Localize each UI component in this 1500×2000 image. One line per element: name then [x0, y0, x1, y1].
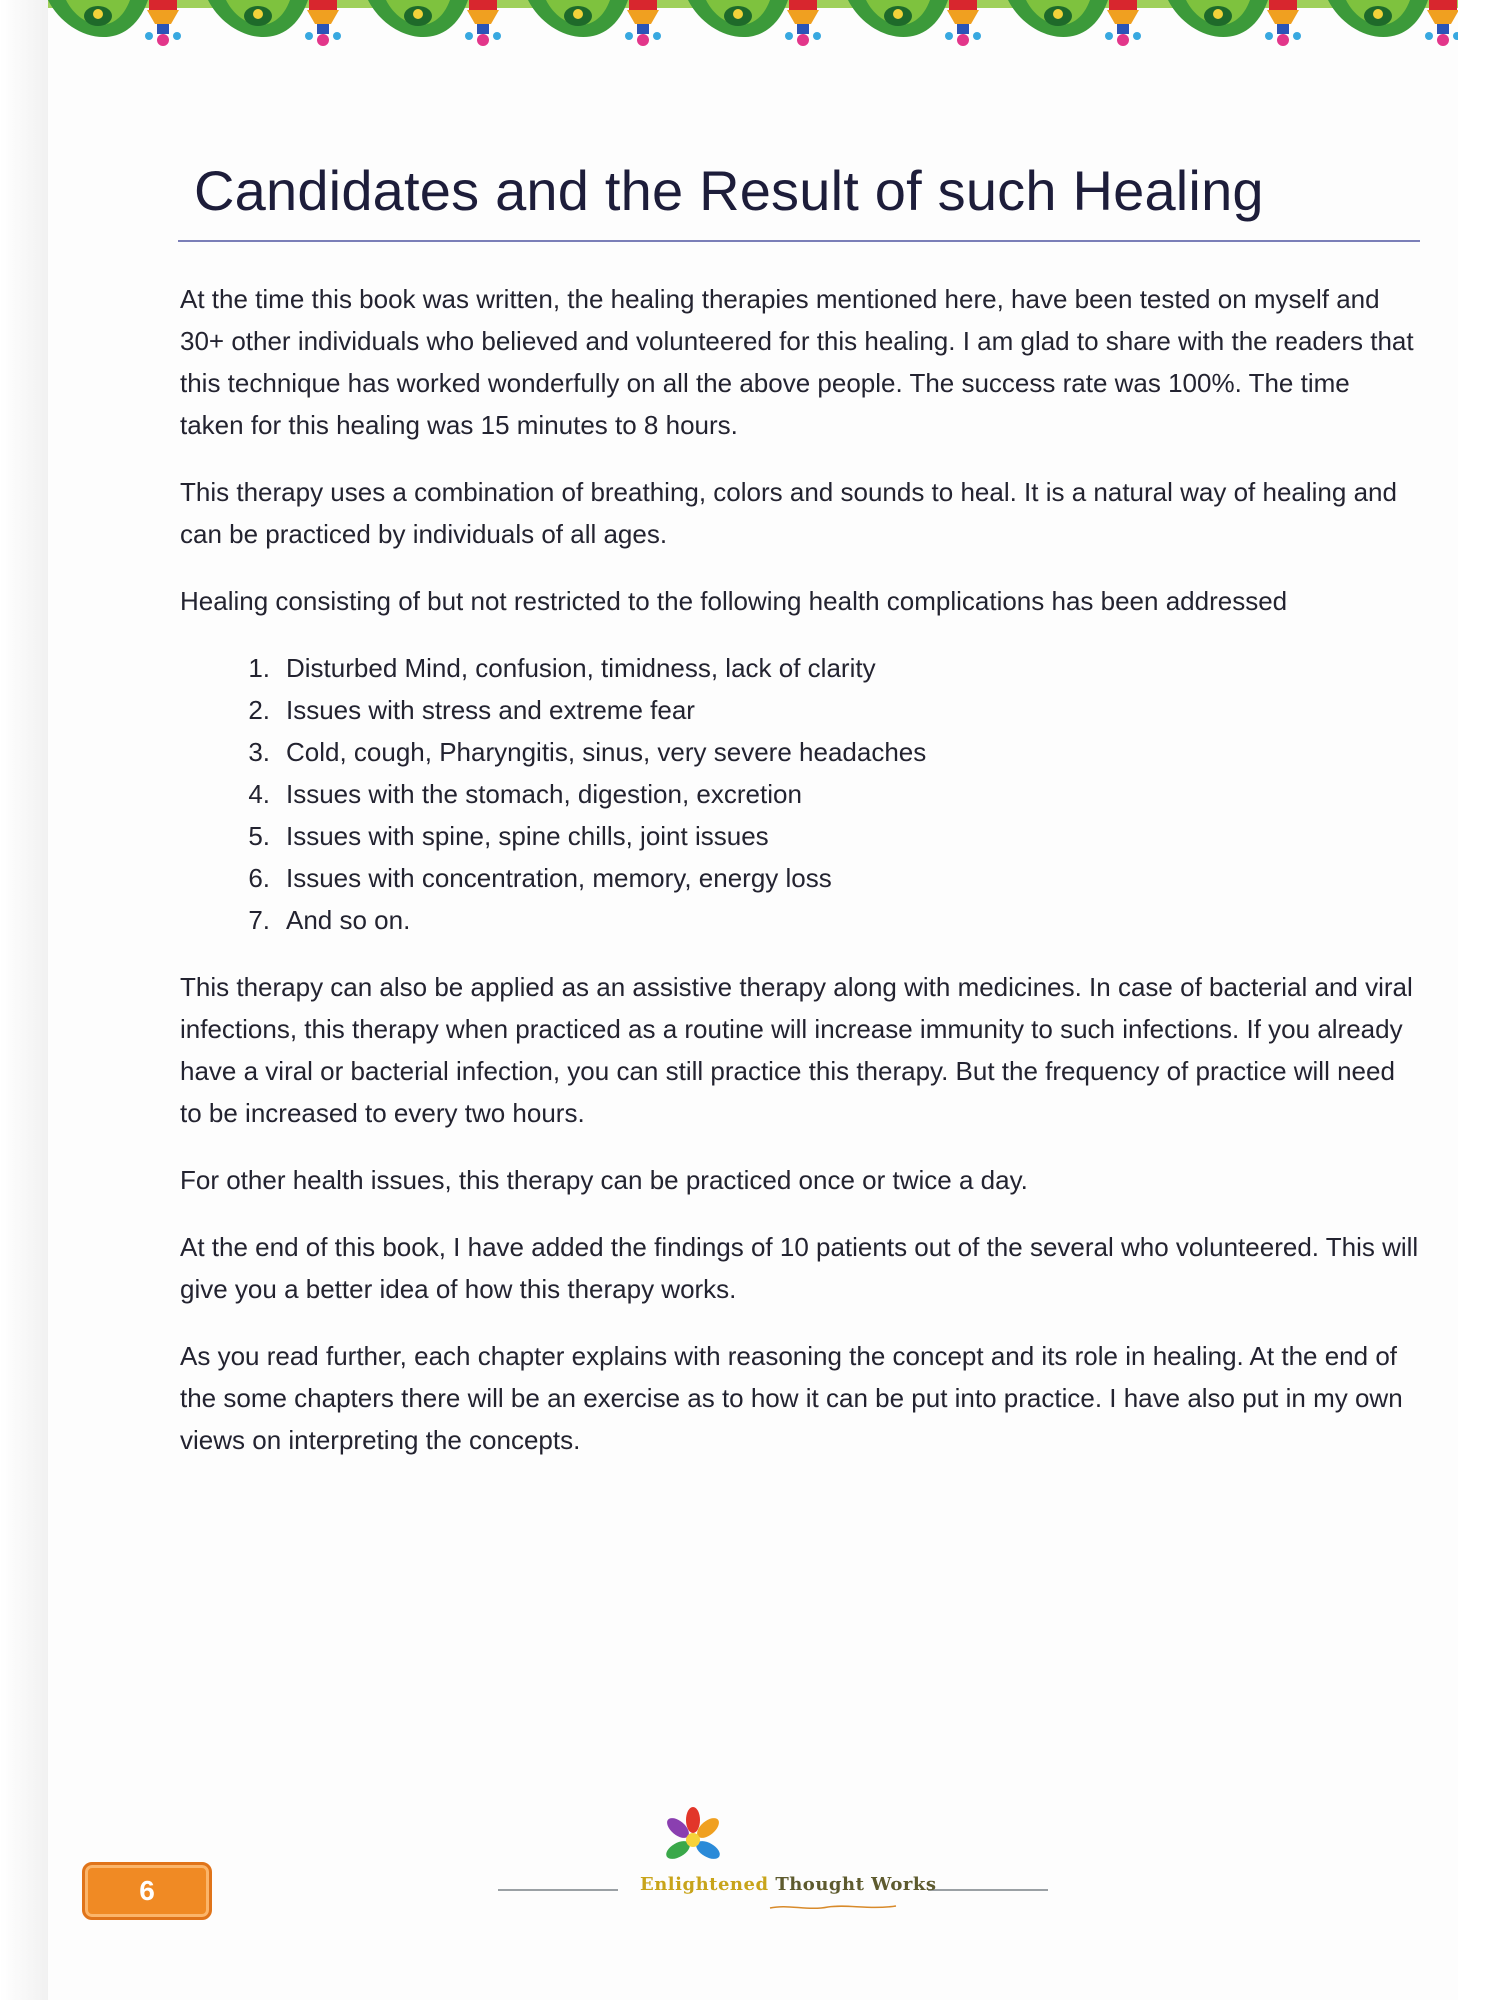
list-number: 1. [248, 653, 270, 683]
hands-flower-logo-icon [658, 1806, 728, 1876]
page-number-badge [82, 1862, 212, 1920]
paragraph: At the time this book was written, the healing therapies mentioned here, have been tested on myself and 30+ other individuals who believed and volunteered for this healing. I am glad to share with the readers that this technique has worked wonderfully on all the above people. The success rate was 100%. The time taken for this healing was 15 minutes to 8 hours. [180, 284, 1414, 440]
paragraph: For other health issues, this therapy can be practiced once or twice a day. [180, 1165, 1028, 1195]
paragraph: As you read further, each chapter explains with reasoning the concept and its role in healing. At the end of the some chapters there will be an exercise as to how it can be put into practice. I have also put in my own views on interpreting the concepts. [180, 1341, 1403, 1455]
body-text [180, 278, 1420, 1486]
logo-word-2: Thought Works [775, 1874, 937, 1895]
list-text: Issues with spine, spine chills, joint issues [286, 821, 769, 851]
list-item [180, 689, 1420, 731]
list-text: Disturbed Mind, confusion, timidness, lack of clarity [286, 653, 876, 683]
list-number: 3. [248, 737, 270, 767]
list-text: Issues with the stomach, digestion, excretion [286, 779, 802, 809]
page-title: Candidates and the Result of such Healing [194, 159, 1264, 222]
list-number: 7. [248, 905, 270, 935]
list-item [180, 899, 1420, 941]
page-left-edge [0, 0, 48, 2000]
page-number: 6 [139, 1875, 155, 1906]
list-item [180, 815, 1420, 857]
leaf-border-decoration [48, 0, 1458, 62]
list-item [180, 857, 1420, 899]
complications-list [180, 647, 1420, 941]
list-number: 6. [248, 863, 270, 893]
paragraph: This therapy uses a combination of breathing, colors and sounds to heal. It is a natural way of healing and can be practiced by individuals of all ages. [180, 477, 1397, 549]
list-text: And so on. [286, 905, 411, 935]
list-number: 5. [248, 821, 270, 851]
paragraph: This therapy can also be applied as an assistive therapy along with medicines. In case of bacterial and viral infections, this therapy when practiced as a routine will increase immunity to such infections. If you already have a viral or bacterial infection, you can still practice this therapy. But the frequency of practice will need to be increased to every two hours. [180, 972, 1413, 1128]
list-text: Issues with stress and extreme fear [286, 695, 695, 725]
list-item [180, 731, 1420, 773]
publisher-logo-text [640, 1874, 937, 1895]
logo-tagline-scribble [768, 1902, 898, 1912]
book-page [48, 0, 1458, 2000]
title-underline [178, 240, 1420, 242]
list-number: 2. [248, 695, 270, 725]
footer-rule-left [498, 1889, 618, 1891]
list-number: 4. [248, 779, 270, 809]
list-text: Issues with concentration, memory, energy loss [286, 863, 832, 893]
paragraph: At the end of this book, I have added the findings of 10 patients out of the several who volunteered. This will give you a better idea of how this therapy works. [180, 1232, 1419, 1304]
list-item [180, 773, 1420, 815]
paragraph: Healing consisting of but not restricted to the following health complications has been addressed [180, 586, 1288, 616]
footer-rule-right [928, 1889, 1048, 1891]
list-item [180, 647, 1420, 689]
logo-word-1: Enlightened [640, 1874, 769, 1895]
list-text: Cold, cough, Pharyngitis, sinus, very severe headaches [286, 737, 927, 767]
